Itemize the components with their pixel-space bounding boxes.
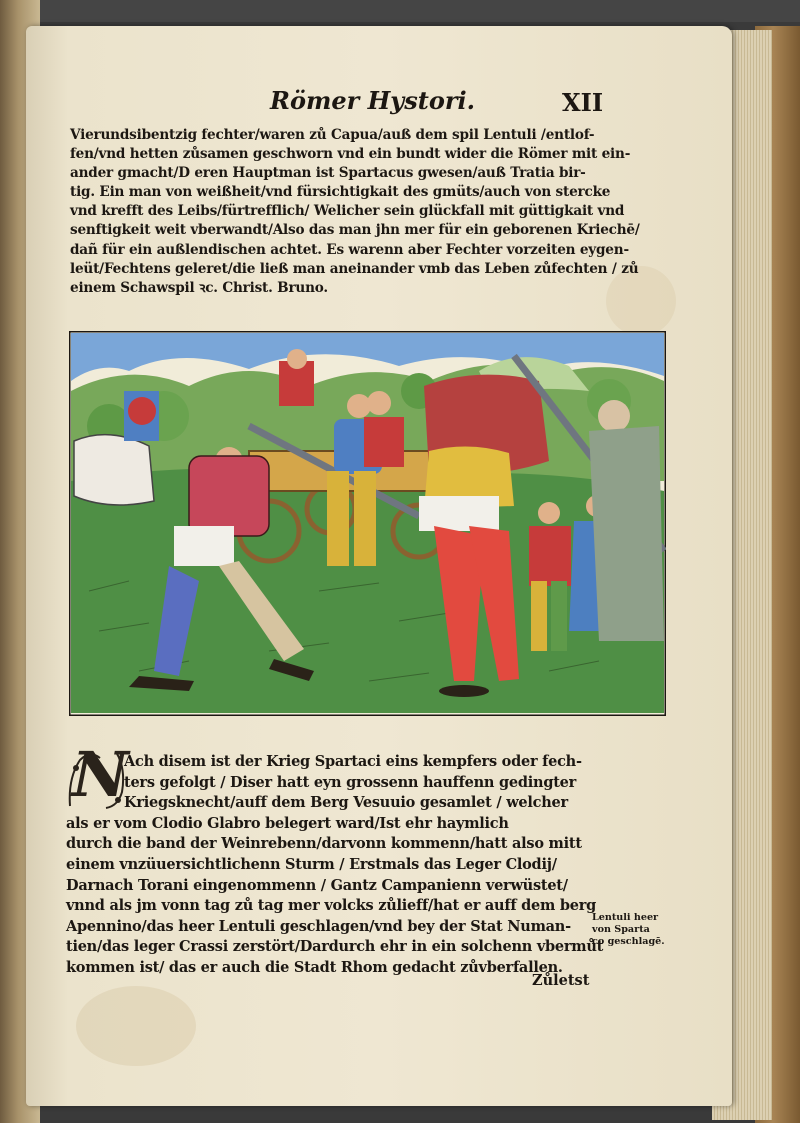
text-line: als er vom Clodio Glabro belegert ward/Ist ehr haymlich [66, 814, 509, 832]
margin-note-line: von Sparta [592, 923, 650, 935]
decorated-initial-letter: N [72, 738, 129, 811]
margin-note-line: co geschlagē. [592, 935, 665, 947]
text-line: durch die band der Weinrebenn/darvonn kommenn/hatt also mitt [66, 835, 582, 853]
paragraph-bottom [66, 752, 604, 979]
text-line: Darnach Torani eingenommenn / Gantz Campanienn verwüstet/ [66, 876, 568, 894]
text-line: einem Schawspil ꝛc. Christ. Bruno. [70, 279, 328, 296]
text-line: tig. Ein man von weißheit/vnd fürsichtigkait des gmüts/auch von stercke [70, 184, 611, 201]
margin-note-line: Lentuli heer [592, 912, 659, 923]
paragraph-top [70, 126, 640, 298]
catchword: Zůletst [532, 972, 590, 989]
text-line: vnnd als jm vonn tag zů tag mer volcks zůlieff/hat er auff dem berg [66, 897, 597, 915]
paper-stain [76, 986, 196, 1066]
text-line: Apennino/das heer Lentuli geschlagen/vnd bey der Stat Numan- [66, 917, 571, 935]
text-line: dañ für ein außlendischen achtet. Es warenn aber Fechter vorzeiten eygen- [70, 241, 629, 258]
folio-number: XII [562, 88, 604, 117]
text-line: Vierundsibentzig fechter/waren zů Capua/auß dem spil Lentuli /entlof- [70, 127, 595, 143]
text-line: ters gefolgt / Diser hatt eyn grossenn hauffenn gedingter [124, 773, 577, 791]
text-line: senftigkeit weit vberwandt/Also das man jhn mer für ein geborenen Kriechē/ [70, 222, 640, 239]
background-top [0, 0, 800, 22]
text-line: fen/vnd hetten zůsamen geschworn vnd ein bundt wider die Römer mit ein- [70, 146, 631, 163]
text-line: kommen ist/ das er auch die Stadt Rhom gedacht zůvberfallen. [66, 958, 563, 976]
running-title: Römer Hystori. [270, 86, 475, 115]
text-line: einem vnzüuersichtlichenn Sturm / Erstmals das Leger Clodij/ [66, 855, 557, 873]
text-line: Ach disem ist der Krieg Spartaci eins kempfers oder fech- [124, 753, 582, 770]
text-line: Kriegsknecht/auff dem Berg Vesuuio gesamlet / welcher [124, 794, 568, 812]
text-line: tien/das leger Crassi zerstört/Dardurch ehr in ein solchenn vbermůt [66, 938, 604, 956]
margin-note [592, 912, 672, 947]
text-line: vnd krefft des Leibs/fürtrefflich/ Welicher sein glückfall mit güttigkait vnd [70, 203, 625, 220]
text-line: ander gmacht/D eren Hauptman ist Spartacus gwesen/auß Tratia bir- [70, 165, 586, 182]
text-line: leüt/Fechtens geleret/die ließ man aneinander vmb das Leben zůfechten / zů [70, 260, 639, 277]
woodcut-illustration [69, 331, 666, 716]
